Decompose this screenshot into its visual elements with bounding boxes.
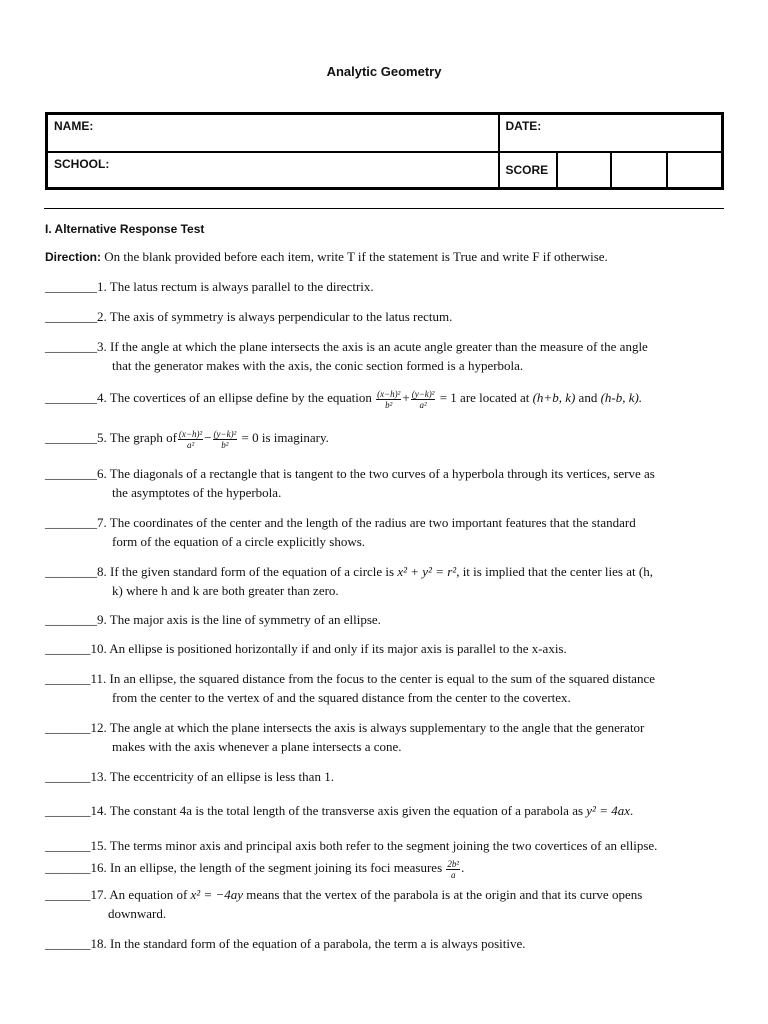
- point-2: (h-b, k).: [600, 390, 643, 405]
- item-number: 5.: [97, 430, 107, 445]
- answer-blank[interactable]: ________: [45, 339, 97, 354]
- item-text: In an ellipse, the length of the segment joining its foci measures: [110, 860, 443, 875]
- item-text-continued: that the generator makes with the axis, the conic section formed is a hyperbola.: [112, 358, 524, 373]
- answer-blank[interactable]: ________: [45, 430, 97, 445]
- question-item-11: [45, 669, 725, 707]
- item-number: 2.: [97, 309, 107, 324]
- item-text: The terms minor axis and principal axis both refer to the segment joining the two covertices of an ellipse.: [109, 838, 658, 853]
- score-box-2[interactable]: [611, 152, 667, 189]
- fraction: $\frac{\text{(y−k)²}}{\text{b²}}$: [213, 428, 237, 450]
- question-item-3: [45, 337, 725, 375]
- question-item-7: [45, 513, 725, 551]
- item-number: 8.: [97, 564, 107, 579]
- date-field[interactable]: DATE:: [499, 114, 723, 152]
- item-text: The graph of: [109, 430, 177, 445]
- question-item-15: [45, 836, 725, 855]
- answer-blank[interactable]: _______: [45, 838, 91, 853]
- item-text: The axis of symmetry is always perpendicular to the latus rectum.: [109, 309, 453, 324]
- item-number: 4.: [97, 390, 107, 405]
- minus-sign: −: [204, 430, 212, 445]
- item-number: 9.: [97, 612, 107, 627]
- item-number: 11.: [90, 671, 107, 686]
- item-text: The major axis is the line of symmetry of an ellipse.: [109, 612, 381, 627]
- item-text-continued: form of the equation of a circle explicitly shows.: [112, 534, 366, 549]
- item-text: , it is implied that the center lies at (h,: [456, 564, 653, 579]
- fraction: $\frac{\text{(y−k)²}}{\text{a²}}$: [411, 388, 435, 410]
- answer-blank[interactable]: _______: [45, 720, 91, 735]
- item-text-continued: from the center to the vertex of and the squared distance from the center to the covertex.: [112, 690, 571, 705]
- divider-line: [44, 208, 724, 209]
- item-text: The diagonals of a rectangle that is tangent to the two curves of a hyperbola through its vertices, serve as: [109, 466, 655, 481]
- equation: x² + y² = r²: [397, 564, 457, 579]
- item-text: In the standard form of the equation of a parabola, the term a is always positive.: [110, 936, 526, 951]
- item-number: 13.: [90, 769, 107, 784]
- item-number: 17.: [90, 887, 107, 902]
- answer-blank[interactable]: ________: [45, 309, 97, 324]
- answer-blank[interactable]: ________: [45, 279, 97, 294]
- item-text: .: [461, 860, 465, 875]
- answer-blank[interactable]: ________: [45, 515, 97, 530]
- answer-blank[interactable]: _______: [45, 860, 91, 875]
- answer-blank[interactable]: ________: [45, 612, 97, 627]
- answer-blank[interactable]: _______: [45, 887, 91, 902]
- item-number: 7.: [97, 515, 107, 530]
- answer-blank[interactable]: ________: [45, 390, 97, 405]
- item-text-continued: makes with the axis whenever a plane intersects a cone.: [112, 739, 402, 754]
- item-text: An equation of: [109, 887, 188, 902]
- question-item-2: [45, 307, 725, 326]
- item-number: 6.: [97, 466, 107, 481]
- item-text: The eccentricity of an ellipse is less than 1.: [109, 769, 334, 784]
- answer-blank[interactable]: ________: [45, 466, 97, 481]
- question-item-4: [45, 388, 725, 410]
- question-item-18: [45, 934, 725, 953]
- item-text: The latus rectum is always parallel to the directrix.: [109, 279, 374, 294]
- question-item-10: [45, 639, 725, 658]
- fraction: $\frac{\text{2b²}}{a}$: [447, 858, 460, 880]
- question-item-12: [45, 718, 725, 756]
- item-number: 3.: [97, 339, 107, 354]
- item-text: In an ellipse, the squared distance from the focus to the center is equal to the sum of the squared distance: [109, 671, 655, 686]
- point-1: (h+b, k): [532, 390, 576, 405]
- item-text: .: [630, 803, 634, 818]
- answer-blank[interactable]: _______: [45, 641, 91, 656]
- plus-sign: +: [402, 390, 410, 405]
- direction-label: Direction:: [45, 250, 102, 264]
- question-item-13: [45, 767, 725, 786]
- item-number: 14.: [90, 803, 107, 818]
- item-text-continued: the asymptotes of the hyperbola.: [112, 485, 282, 500]
- item-text: The constant 4a is the total length of the transverse axis given the equation of a parabola as: [109, 803, 584, 818]
- item-text: = 0 is imaginary.: [241, 430, 329, 445]
- item-text: If the given standard form of the equation of a circle is: [110, 564, 395, 579]
- item-text: = 1 are located at: [439, 390, 530, 405]
- name-field[interactable]: NAME:: [47, 114, 499, 152]
- fraction: $\frac{\text{(x−h)²}}{\text{b²}}$: [377, 388, 401, 410]
- direction-text: On the blank provided before each item, write T if the statement is True and write F if otherwise.: [104, 249, 608, 264]
- equation: x² = −4ay: [190, 887, 244, 902]
- item-number: 18.: [90, 936, 107, 951]
- item-text-continued: downward.: [108, 906, 167, 921]
- item-number: 12.: [90, 720, 107, 735]
- item-text: The angle at which the plane intersects the axis is always supplementary to the angle that the generator: [109, 720, 645, 735]
- question-item-6: [45, 464, 725, 502]
- score-box-1[interactable]: [557, 152, 611, 189]
- school-field[interactable]: SCHOOL:: [47, 152, 499, 189]
- answer-blank[interactable]: ________: [45, 564, 97, 579]
- question-item-5: [45, 428, 725, 450]
- answer-blank[interactable]: _______: [45, 769, 91, 784]
- item-text: The covertices of an ellipse define by the equation: [109, 390, 372, 405]
- item-number: 15.: [90, 838, 107, 853]
- item-number: 1.: [97, 279, 107, 294]
- item-text-continued: k) where h and k are both greater than zero.: [112, 583, 339, 598]
- score-box-3[interactable]: [667, 152, 723, 189]
- item-text: The coordinates of the center and the length of the radius are two important features that the standard: [109, 515, 636, 530]
- question-item-1: [45, 277, 725, 296]
- answer-blank[interactable]: _______: [45, 936, 91, 951]
- question-item-16: [45, 858, 725, 880]
- answer-blank[interactable]: _______: [45, 803, 91, 818]
- direction: [45, 249, 725, 265]
- item-number: 10.: [90, 641, 107, 656]
- item-text: An ellipse is positioned horizontally if and only if its major axis is parallel to the x-axis.: [109, 641, 567, 656]
- student-info-table: [45, 112, 724, 190]
- section-title: I. Alternative Response Test: [45, 222, 205, 236]
- item-text: means that the vertex of the parabola is at the origin and that its curve opens: [246, 887, 643, 902]
- question-item-14: [45, 801, 725, 820]
- question-item-8: [45, 562, 725, 600]
- question-item-9: [45, 610, 725, 629]
- document-title: Analytic Geometry: [326, 64, 442, 79]
- item-number: 16.: [90, 860, 107, 875]
- item-text: and: [578, 390, 598, 405]
- answer-blank[interactable]: _______: [45, 671, 91, 686]
- fraction: $\frac{\text{(x−h)²}}{\text{a²}}$: [178, 428, 203, 450]
- question-item-17: [45, 885, 725, 923]
- equation: y² = 4ax: [586, 803, 630, 818]
- score-label: SCORE: [499, 152, 557, 189]
- item-text: If the angle at which the plane intersects the axis is an acute angle greater than the measure of the angle: [110, 339, 648, 354]
